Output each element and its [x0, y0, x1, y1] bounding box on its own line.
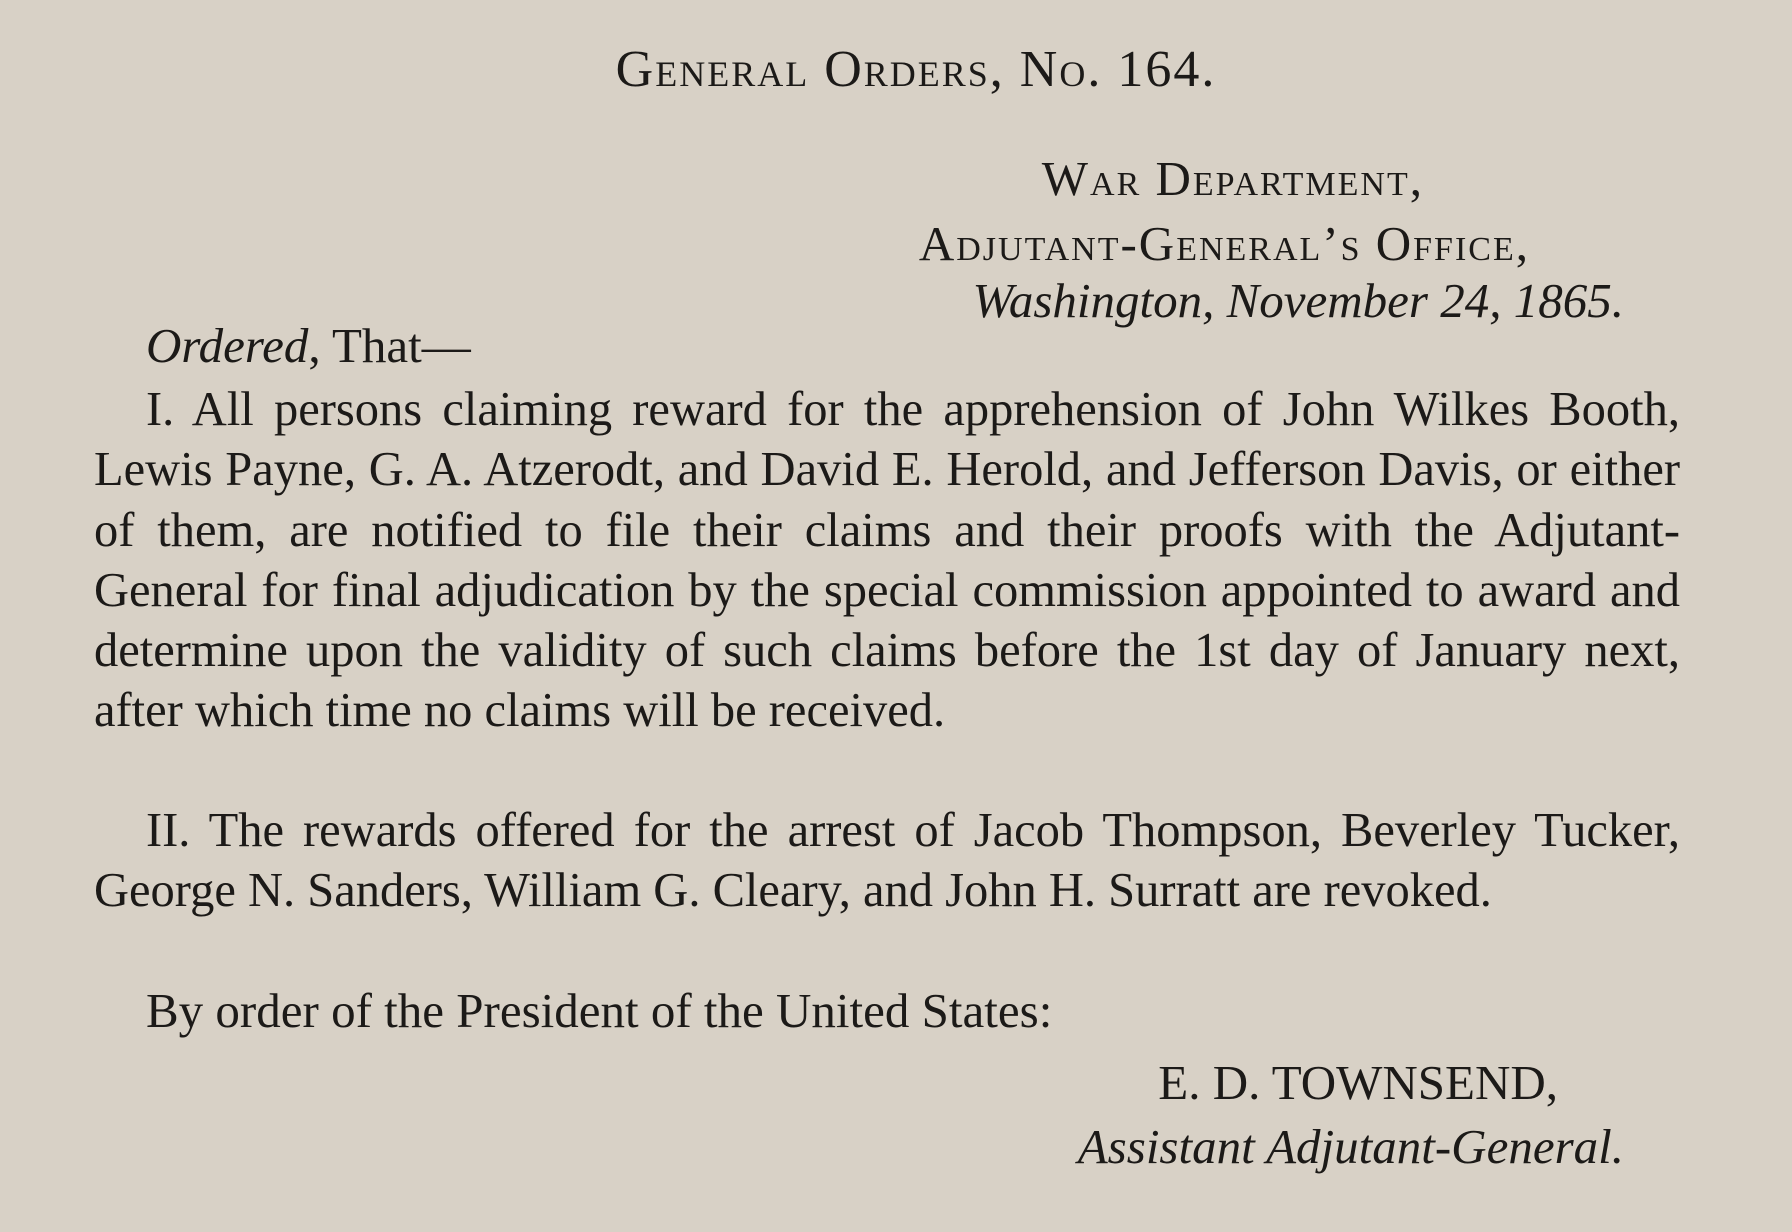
paragraph-one: I. All persons claiming reward for the apprehension of John Wilkes Booth, Lewis Payne, G. A. Atzerodt, and David E. Herold, and Jefferson Davis, or either of them, are notified to file their claims and their proofs with the Adjutant-General for final adjudication by the special commission appointed to award and determine upon the validity of such claims before the 1st day of January next, after which time no claims will be received. [94, 383, 1680, 738]
office-line: Adjutant-General’s Office, [918, 216, 1530, 271]
signer-name: E. D. TOWNSEND, [1158, 1055, 1558, 1110]
by-order-line: By order of the President of the United States: [146, 983, 1053, 1038]
signer-title: Assistant Adjutant-General. [1077, 1119, 1624, 1174]
ordered-word: Ordered [146, 318, 309, 373]
ordered-line [146, 317, 471, 374]
ordered-rest: , That— [308, 318, 471, 373]
dateline: Washington, November 24, 1865. [972, 273, 1624, 328]
department-line: War Department, [1041, 151, 1424, 206]
paragraph-two: II. The rewards offered for the arrest of Jacob Thompson, Beverley Tucker, George N. Sanders, William G. Cleary, and John H. Surratt are revoked. [94, 804, 1680, 918]
general-orders-heading: General Orders, No. 164. [615, 41, 1217, 98]
